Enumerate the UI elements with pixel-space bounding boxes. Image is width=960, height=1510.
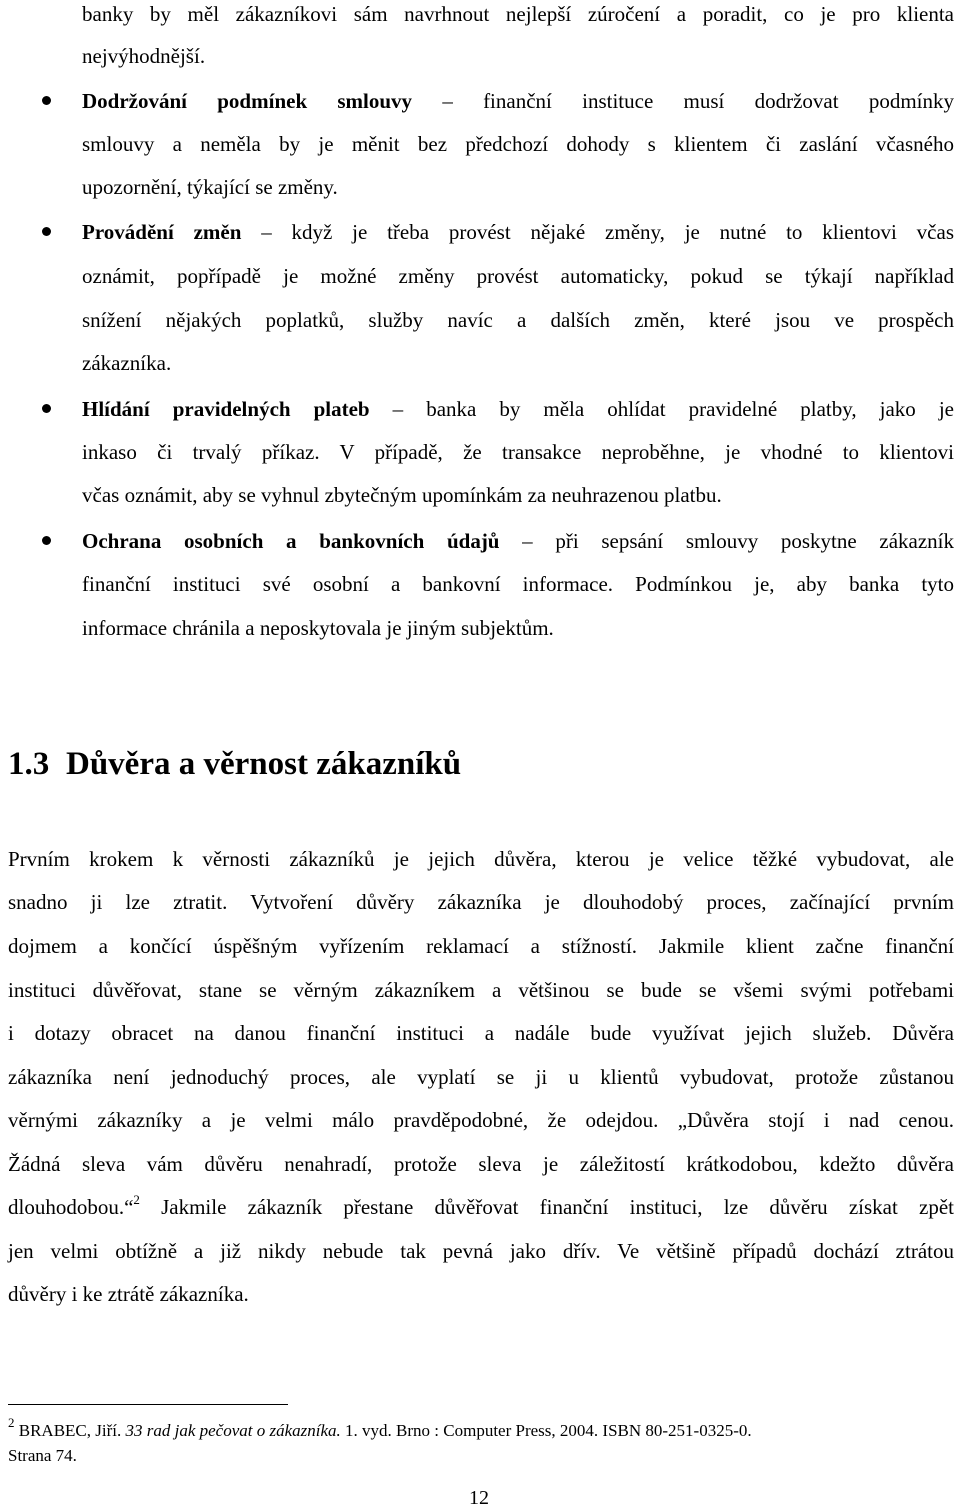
bullet-2-line-1	[82, 218, 954, 246]
footnote-line-2: Strana 74.	[8, 1446, 77, 1465]
paragraph-line-8: Žádná sleva vám důvěru nenahradí, protože sleva je záležitostí krátkodobou, kdežto důvěra	[8, 1152, 954, 1176]
section-title: Důvěra a věrnost zákazníků	[66, 746, 462, 782]
paragraph-line-1: Prvním krokem k věrnosti zákazníků je jejich důvěra, kterou je velice těžké vybudovat, ale	[8, 847, 954, 871]
bullet-4-line-2: finanční instituci své osobní a bankovní informace. Podmínkou je, aby banka tyto	[82, 572, 954, 596]
bullet-3-line-2: inkaso či trvalý příkaz. V případě, že transakce neproběhne, je vhodné to klientovi	[82, 440, 954, 464]
bullet-4-line-1	[82, 527, 954, 555]
footnote-separator	[8, 1404, 288, 1405]
paragraph-line-5: i dotazy obracet na danou finanční instituci a nadále bude využívat jejich služeb. Důvěra	[8, 1021, 954, 1045]
bullet-3-line-3: včas oznámit, aby se vyhnul zbytečným upomínkám za neuhrazenou platbu.	[82, 483, 722, 507]
bullet-2-text: – když je třeba provést nějaké změny, je nutné to klientovi včas	[241, 220, 954, 244]
footnote-author: BRABEC, Jiří.	[14, 1421, 126, 1440]
bullet-1-term: Dodržování podmínek smlouvy	[82, 89, 413, 113]
bullet-3-text: – banka by měla ohlídat pravidelné platby, jako je	[369, 397, 954, 421]
footnote-details: 1. vyd. Brno : Computer Press, 2004. ISBN 80-251-0325-0.	[340, 1421, 752, 1440]
bullet-1-text: – finanční instituce musí dodržovat podmínky	[412, 89, 955, 113]
bullet-4-text: – při sepsání smlouvy poskytne zákazník	[499, 529, 954, 553]
paragraph-line-2: snadno ji lze ztratit. Vytvoření důvěry zákazníka je dlouhodobý proces, začínající prvním	[8, 890, 954, 914]
bullet-1-line-1	[82, 87, 954, 115]
bullet-dot	[42, 227, 51, 236]
bullet-3-term: Hlídání pravidelných plateb	[82, 397, 370, 421]
bullet-2-line-2: oznámit, popřípadě je možné změny provést automaticky, pokud se týkají například	[82, 264, 954, 288]
paragraph-line-10: jen velmi obtížně a již nikdy nebude tak pevná jako dřív. Ve většině případů dochází ztrátou	[8, 1239, 954, 1263]
paragraph-line-6: zákazníka není jednoduchý proces, ale vyplatí se ji u klientů vybudovat, protože zůstanou	[8, 1065, 954, 1089]
bullet-dot	[42, 404, 51, 413]
bullet-4-term: Ochrana osobních a bankovních údajů	[82, 529, 500, 553]
paragraph-line-9-end: Jakmile zákazník přestane důvěřovat finanční instituci, lze důvěru získat zpět	[139, 1195, 954, 1219]
footnote-title: 33 rad jak pečovat o zákazníka.	[125, 1421, 341, 1440]
bullet-2-term: Provádění změn	[82, 220, 242, 244]
bullet-2-line-4: zákazníka.	[82, 351, 172, 375]
section-number: 1.3	[8, 746, 50, 782]
intro-line-2: nejvýhodnější.	[82, 44, 206, 68]
paragraph-line-4: instituci důvěřovat, stane se věrným zákazníkem a většinou se bude se všemi svými potřebami	[8, 978, 954, 1002]
footnote-mark: 2	[8, 1415, 15, 1431]
bullet-dot	[42, 536, 51, 545]
footnote-line-1	[8, 1415, 752, 1442]
page-number: 12	[469, 1487, 489, 1509]
bullet-2-line-3: snížení nějakých poplatků, služby navíc a dalších změn, které jsou ve prospěch	[82, 308, 954, 332]
paragraph-line-9-start: dlouhodobou.“	[8, 1195, 134, 1219]
bullet-dot	[42, 96, 51, 105]
bullet-3-line-1	[82, 395, 954, 423]
bullet-1-line-2: smlouvy a neměla by je měnit bez předchozí dohody s klientem či zaslání včasného	[82, 132, 954, 156]
intro-line-1: banky by měl zákazníkovi sám navrhnout nejlepší zúročení a poradit, co je pro klienta	[82, 2, 954, 26]
paragraph-line-7: věrnými zákazníky a je velmi málo pravděpodobné, že odejdou. „Důvěra stojí i nad cenou.	[8, 1108, 954, 1132]
bullet-4-line-3: informace chránila a neposkytovala je jiným subjektům.	[82, 616, 554, 640]
paragraph-line-3: dojmem a končící úspěšným vyřízením reklamací a stížností. Jakmile klient začne finanční	[8, 934, 954, 958]
bullet-1-line-3: upozornění, týkající se změny.	[82, 175, 338, 199]
section-heading	[8, 744, 461, 784]
footnote-reference: 2	[133, 1192, 140, 1207]
paragraph-line-9	[8, 1193, 954, 1221]
paragraph-line-11: důvěry i ke ztrátě zákazníka.	[8, 1282, 249, 1306]
